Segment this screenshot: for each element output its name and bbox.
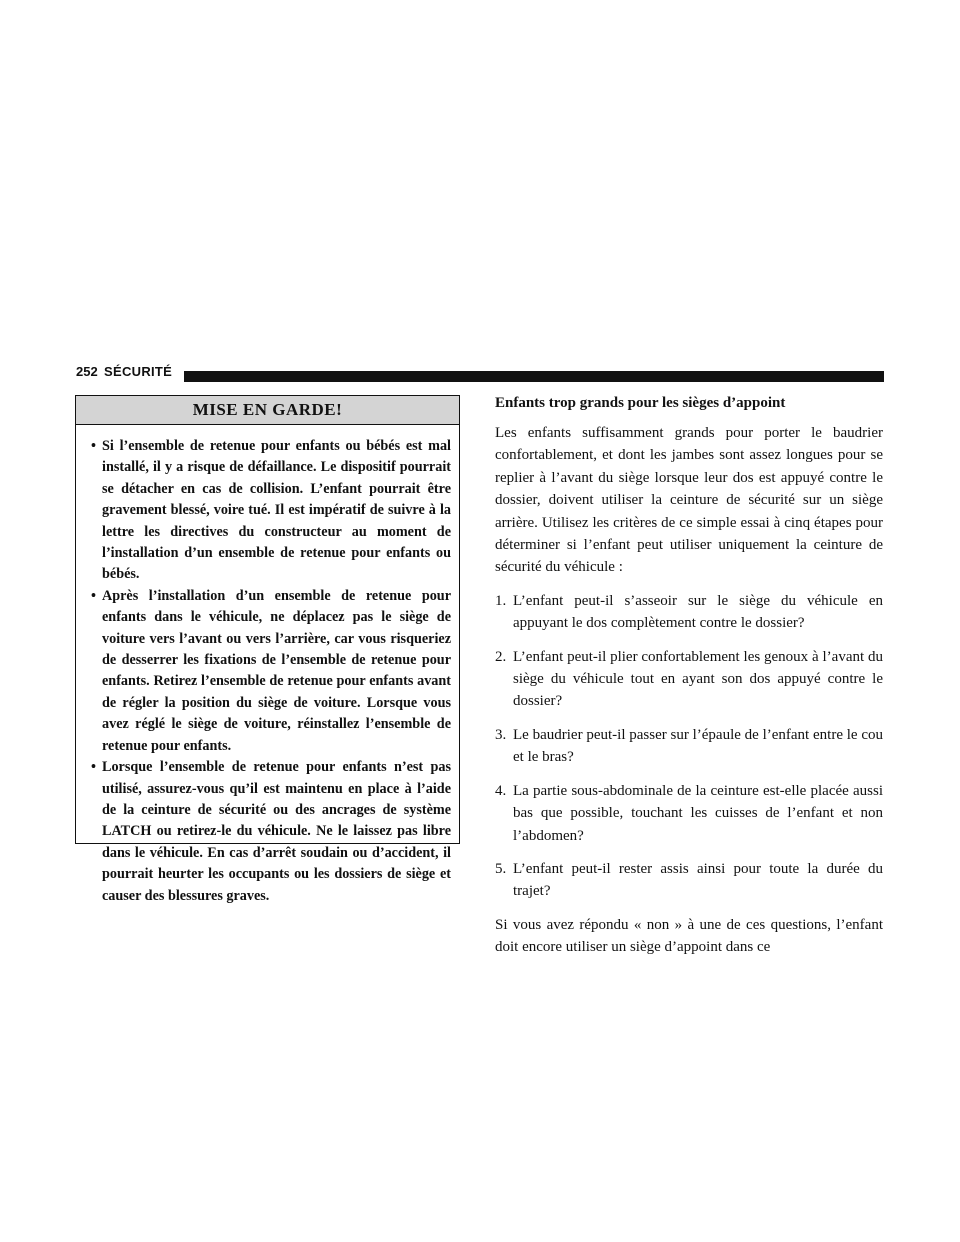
header-rule [184,371,884,382]
step-item [495,590,883,635]
step-number: 5. [495,860,507,877]
bullet-icon: • [91,587,96,604]
step-text: L’enfant peut-il s’asseoir sur le siège du véhicule en appuyant le dos complètement contre le dossier? [513,592,883,632]
bullet-icon: • [91,438,96,454]
warning-item [91,757,451,907]
warning-item [91,586,451,757]
step-text: L’enfant peut-il plier confortablement les genoux à l’avant du siège du véhicule tout en ayant son dos appuyé contre le dossier? [513,648,883,710]
section-heading: Enfants trop grands pour les sièges d’appoint [495,395,786,411]
warning-item [91,436,451,586]
warning-list [76,425,459,907]
section-title: SÉCURITÉ [104,364,173,379]
step-item [495,858,883,903]
step-number: 3. [495,726,507,743]
main-content [495,392,883,970]
step-item [495,780,883,847]
page-number: 252 [76,364,98,379]
bullet-icon: • [91,759,96,776]
warning-item-text: Après l’installation d’un ensemble de retenue pour enfants dans le véhicule, ne déplacez pas le siège de voiture vers l’avant ou vers l’arrière, car vous risqueriez de desserrer les fixations de l’ensemble de retenue pour enfants. Retirez l’ensemble de retenue pour enfants avant de régler la position du siège de voiture. Lorsque vous avez réglé le siège de voiture, réinstallez l’ensemble de retenue pour enfants. [102,587,451,754]
step-text: La partie sous-abdominale de la ceinture est-elle placée aussi bas que possible, touchant les cuisses de l’enfant et non l’abdomen? [513,782,883,844]
closing-paragraph: Si vous avez répondu « non » à une de ces questions, l’enfant doit encore utiliser un siège d’appoint dans ce [495,916,883,956]
intro-paragraph: Les enfants suffisamment grands pour porter le baudrier confortablement, et dont les jambes sont assez longues pour se replier à l’avant du siège lorsque leur dos est appuyé contre le dossier, doivent utiliser la ceinture de sécurité sur un siège arrière. Utilisez les critères de ce simple essai à cinq étapes pour déterminer si l’enfant peut utiliser uniquement la ceinture de sécurité du véhicule : [495,425,883,576]
step-number: 2. [495,648,507,665]
warning-item-text: Si l’ensemble de retenue pour enfants ou bébés est mal installé, il y a risque de défaillance. Le dispositif pourrait se détacher en cas de collision. L’enfant pourrait être gravement blessé, voire tué. Il est impératif de suivre à la lettre les directives du constructeur au moment de l’installation d’un ensemble de retenue pour enfants ou bébés. [102,438,451,583]
warning-title: MISE EN GARDE! [76,396,459,425]
step-text: Le baudrier peut-il passer sur l’épaule de l’enfant entre le cou et le bras? [513,726,883,766]
step-item [495,724,883,769]
page-header [76,363,884,383]
warning-box [75,395,460,904]
step-item [495,646,883,713]
step-text: L’enfant peut-il rester assis ainsi pour toute la durée du trajet? [513,860,883,900]
warning-item-text: Lorsque l’ensemble de retenue pour enfants n’est pas utilisé, assurez-vous qu’il est maintenu en place à l’aide de la ceinture de sécurité ou des ancrages de système LATCH ou retirez-le du véhicule. Ne le laissez pas libre dans le véhicule. En cas d’arrêt soudain ou d’accident, il pourrait heurter les occupants ou les dossiers de siège et causer des blessures graves. [102,759,451,904]
step-number: 1. [495,592,507,609]
step-number: 4. [495,782,507,799]
steps-list [495,590,883,903]
